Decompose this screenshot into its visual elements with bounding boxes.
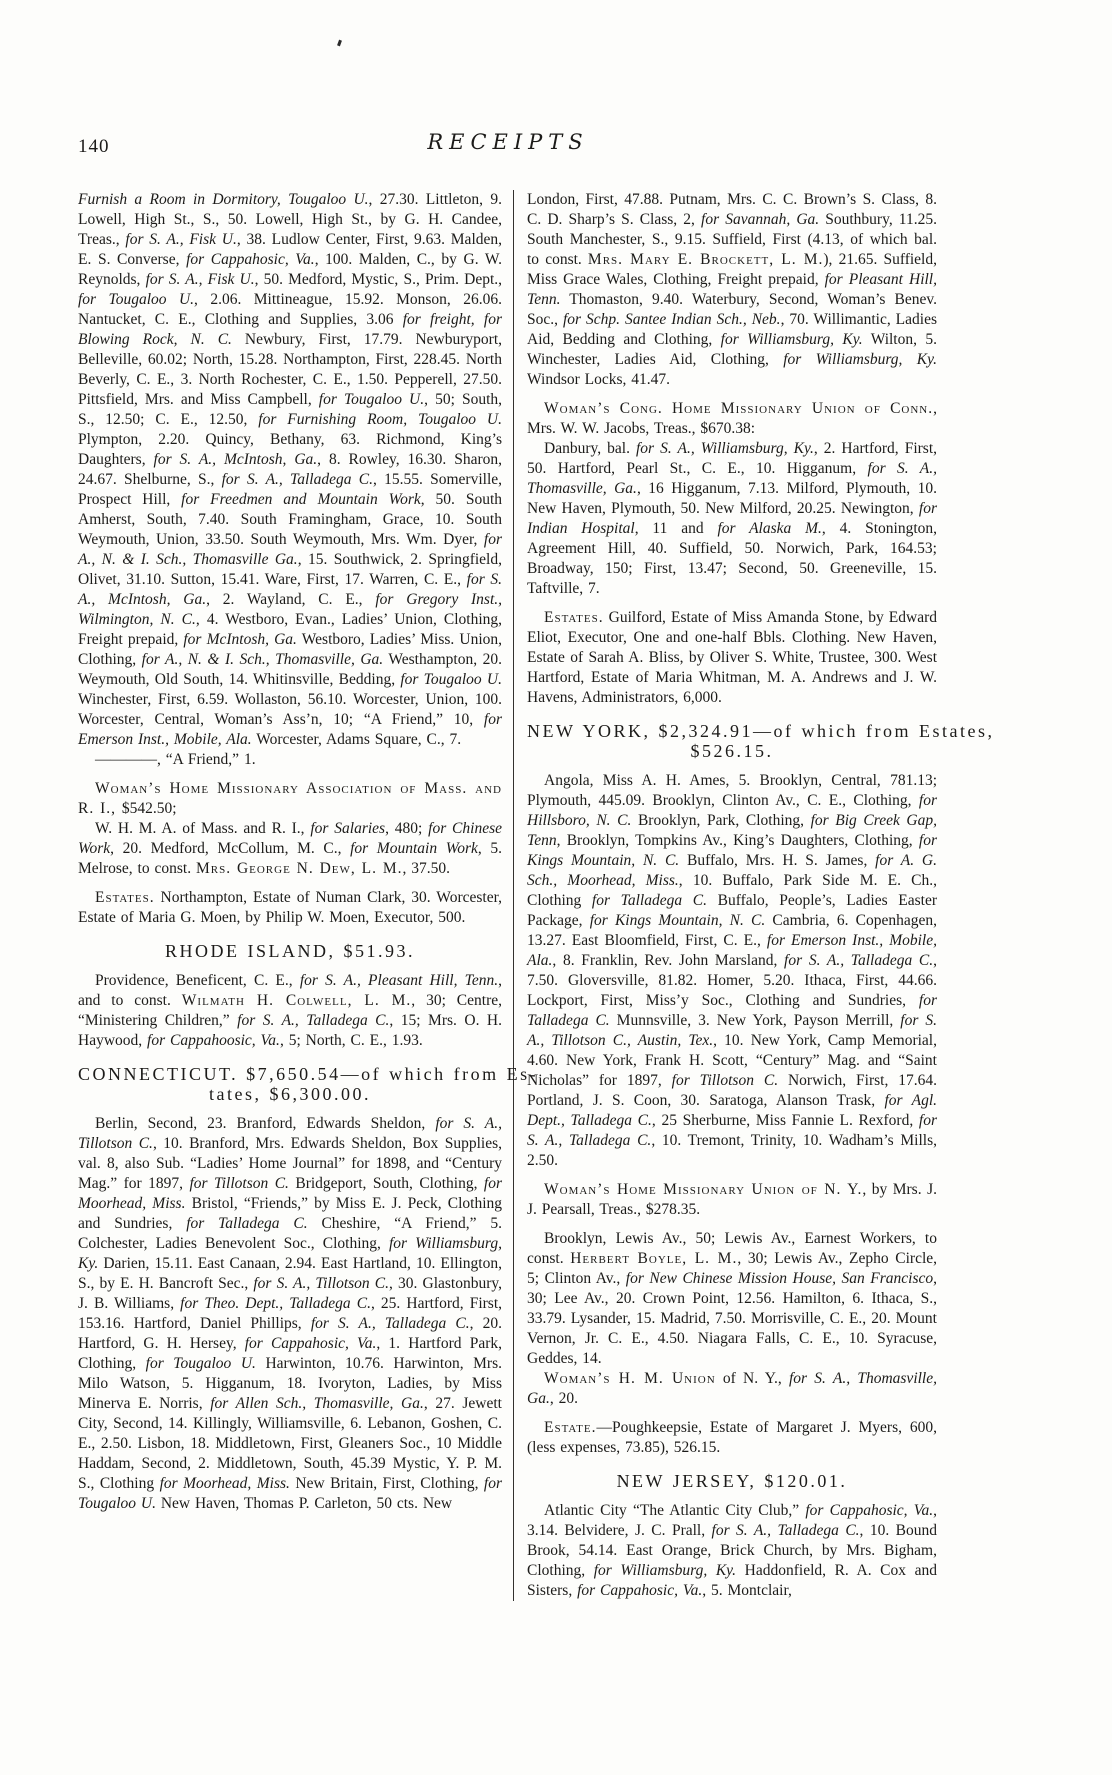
italic-run: for Gregory Inst., Wilmington, N. C. <box>78 591 503 628</box>
column-left <box>78 190 539 1601</box>
column-right <box>514 190 995 1601</box>
italic-run: for Alaska M. <box>717 520 822 537</box>
text-run: , 4. Westboro, Evan., Ladies’ Union, Clothing, Freight prepaid, <box>78 611 503 648</box>
text-run: of N. Y., <box>715 1370 789 1387</box>
italic-run: for Theo. Dept., Talladega C. <box>180 1295 371 1312</box>
italic-run: for Cappahoosic, Va. <box>147 1032 280 1049</box>
italic-run: for Tillotson C. <box>189 1175 289 1192</box>
italic-run: for S. A., McIntosh, Ga. <box>78 571 502 608</box>
italic-run: for Emerson Inst., Mobile, Ala. <box>527 932 937 969</box>
italic-run: for Pleasant Hill, Tenn. <box>527 271 937 308</box>
text-run: , 5; North, C. E., 1.93. <box>279 1032 423 1049</box>
italic-run: for Cappahosic, Va. <box>805 1502 934 1519</box>
paragraph-estates-mass <box>78 888 502 928</box>
heading-line: CONNECTICUT. $7,650.54—of which from Es- <box>78 1064 539 1084</box>
paragraph-massachusetts-continued <box>78 190 502 750</box>
paragraph-connecticut <box>78 1114 502 1514</box>
state-heading-new-jersey <box>527 1471 937 1491</box>
text-run: , 2. Wayland, C. E., <box>206 591 376 608</box>
ink-speck <box>337 40 342 47</box>
smallcaps-run: Estates. <box>544 609 604 626</box>
italic-run: for S. A., Thomasville, Ga. <box>527 1370 937 1407</box>
paragraph-whma <box>78 819 502 879</box>
italic-run: for Williamsburg, Ky. <box>720 331 863 348</box>
italic-run: for S. A., Talladega C. <box>527 1112 937 1149</box>
smallcaps-run: Mrs. Mary E. Brockett, L. M. <box>587 251 824 268</box>
smallcaps-run: Woman’s H. M. Union <box>544 1370 716 1387</box>
text-run: , 27.30. Littleton, 9. Lowell, High St., S., 50. Lowell, High St., by G. H. Candee, Treas., <box>78 191 502 248</box>
heading-line: $526.15. <box>690 741 774 761</box>
italic-run: for A. G. Sch., Moorhead, Miss. <box>527 852 937 889</box>
italic-run: for S. A., Talladega C. <box>784 952 934 969</box>
italic-run: for A., N. & I. Sch., Thomasville Ga. <box>78 531 502 568</box>
text-run: , 4. Stonington, Agreement Hill, 40. Suffield, 50. Norwich, Park, 164.53; Broadway, 150; First, 13.47; Second, 50. Greeneville, 15. Taftville, 7. <box>527 520 938 597</box>
paragraph-a-friend <box>78 750 502 770</box>
text-run: , 20. Hartford, G. H. Hersey, <box>78 1315 502 1352</box>
text-run: , 27. Jewett City, Second, 14. Killingly, Williamsville, 6. Lebanon, Goshen, C. E., 2.50. Lisbon, 18. Middletown, First, Gleaners Soc., 10 Middle Haddam, Second, 2. Middletown, South, 45.39 Mystic, Y. P. M. S., Clothing <box>78 1395 502 1492</box>
italic-run: for A., N. & I. Sch., Thomasville, Ga. <box>141 651 384 668</box>
italic-run: for Emerson Inst., Mobile, Ala. <box>78 711 502 748</box>
text-run: , by Mrs. J. J. Pearsall, Treas., $278.35. <box>527 1181 937 1218</box>
text-run: Bristol, “Friends,” by Miss E. J. Peck, Clothing and Sundries, <box>78 1195 503 1232</box>
text-run: , 8. Franklin, Rev. John Marsland, <box>552 952 785 969</box>
paragraph-new-jersey <box>527 1501 937 1601</box>
italic-run: for Cappahosic, Va. <box>186 251 315 268</box>
italic-run: for S. A., McIntosh, Ga. <box>153 451 318 468</box>
page-number: 140 <box>78 136 110 157</box>
text-run: Wilton, 5. Winchester, Ladies Aid, Clothing, <box>527 331 937 368</box>
heading-line: tates, $6,300.00. <box>209 1084 371 1104</box>
paragraph-estate-ny <box>527 1418 937 1458</box>
italic-run: for Talladega C. <box>591 892 707 909</box>
text-run: Berlin, Second, 23. Branford, Edwards Sheldon, <box>95 1115 436 1132</box>
text-run: , 8. Rowley, 16.30. Sharon, 24.67. Shelburne, S., <box>78 451 502 488</box>
text-run: Cheshire, “A Friend,” 5. Colchester, Ladies Benevolent Soc., Clothing, <box>78 1215 502 1252</box>
italic-run: for S. A., Fisk U. <box>145 271 255 288</box>
text-run: , 10. Bound Brook, 54.14. East Orange, Brick Church, by Mrs. Bigham, Clothing, <box>527 1522 937 1579</box>
text-run: , 50; South, S., 12.50; C. E., 12.50, <box>78 391 503 428</box>
italic-run: for Chinese Work <box>78 820 502 857</box>
italic-run: for Tillotson C. <box>671 1072 779 1089</box>
text-run: ), 21.65. Suffield, Miss Grace Wales, Clothing, Freight prepaid, <box>527 251 937 288</box>
italic-run: for Big Creek Gap, Tenn <box>527 812 937 849</box>
text-run: Buffalo, People’s, Ladies Easter Package, <box>527 892 937 929</box>
text-run: , 5. Melrose, to const. <box>78 840 503 877</box>
italic-run: for S. A., Williamsburg, Ky. <box>635 440 814 457</box>
text-run: New Britain, First, Clothing, <box>289 1475 484 1492</box>
text-run: Darien, 15.11. East Canaan, 2.94. East Hartland, 10. Ellington, S., by E. H. Bancroft Sec., <box>78 1255 502 1292</box>
italic-run: for S. A., Tillotson C. <box>253 1275 390 1292</box>
italic-run: for Salaries <box>310 820 386 837</box>
text-run: Westboro, Ladies’ Miss. Union, Clothing, <box>78 631 502 668</box>
text-run: Munnsville, 3. New York, Payson Merrill, <box>609 1012 901 1029</box>
text-run: Harwinton, 10.76. Harwinton, Mrs. Milo Watson, 5. Higganum, 18. Ivoryton, Ladies, by Miss Minerva E. Norris, <box>78 1355 502 1412</box>
text-run: Brooklyn, Park, Clothing, <box>631 812 811 829</box>
italic-run: for Agl. Dept., Talladega C. <box>527 1092 937 1129</box>
paragraph-new-york <box>527 771 937 1171</box>
italic-run: for Hillsboro, N. C. <box>527 792 937 829</box>
italic-run: for S. A., Talladega C. <box>237 1012 390 1029</box>
text-run: Buffalo, Mrs. H. S. James, <box>679 852 876 869</box>
italic-run: for Kings Mountain, N. C. <box>589 912 766 929</box>
italic-run: for Cappahosic, Va. <box>577 1582 703 1599</box>
paragraph-rhode-island <box>78 971 502 1051</box>
italic-run: for Furnishing Room, Tougaloo U. <box>258 411 503 428</box>
italic-run: for Tougaloo U. <box>78 1475 502 1512</box>
italic-run: for S. A., Tillotson C. <box>78 1115 502 1152</box>
paragraph-ny-union-sa <box>527 1369 937 1409</box>
text-run: Winchester, First, 6.59. Wollaston, 56.10. Worcester, Union, 100. Worcester, Central, Woman’s Ass’n, 10; “A Friend,” 10, <box>78 691 502 728</box>
text-run: , 30; Lee Av., 20. Crown Point, 12.56. Hamilton, 6. Ithaca, S., 33.79. Lysander, 15. Madrid, 7.50. Morrisville, C. E., 20. Mount Vernon, Jr. C. E., 4.50. Niagara Falls, C. E., 10. Syracuse, Geddes, 14. <box>527 1270 938 1367</box>
smallcaps-run: Estates. <box>95 889 155 906</box>
text-run: , 10. New York, Camp Memorial, 4.60. New York, Frank H. Scott, “Century” Mag. and “Saint Nicholas” for 1897, <box>527 1032 937 1089</box>
text-run: , 25 Sherburne, Miss Fannie L. Rexford, <box>651 1112 919 1129</box>
smallcaps-run: Woman’s Cong. Home Missionary Union of Conn. <box>544 400 934 417</box>
smallcaps-run: Herbert Boyle, L. M. <box>570 1250 738 1267</box>
text-run: Bridgeport, South, Clothing, <box>288 1175 484 1192</box>
italic-run: for Kings Mountain, N. C. <box>527 832 937 869</box>
text-run: , 1. Hartford Park, Clothing, <box>78 1335 502 1372</box>
italic-run: for Moorhead, Miss. <box>78 1175 502 1212</box>
text-run: , 10. Branford, Mrs. Edwards Sheldon, Box Supplies, val. 8, also Sub. “Ladies’ Home Journal” for 1898, and “Century Mag.” for 1897, <box>78 1135 502 1192</box>
text-run: , 5. Montclair, <box>702 1582 792 1599</box>
text-run: , 100. Malden, C., by G. W. Reynolds, <box>78 251 502 288</box>
paragraph-conn-union <box>527 439 937 599</box>
text-run: , 20. Medford, McCollum, M. C., <box>110 840 351 857</box>
section-heading-whma <box>78 779 502 819</box>
text-run: Cambria, 6. Copenhagen, 13.27. East Bloomfield, First, C. E., <box>527 912 938 949</box>
italic-run: for Williamsburg, Ky. <box>78 1235 502 1272</box>
italic-run: for Savannah, Ga. <box>701 211 820 228</box>
text-run: , 38. Ludlow Center, First, 9.63. Malden, E. S. Converse, <box>78 231 502 268</box>
text-run: , 50. South Amherst, South, 7.40. South Framingham, Grace, 10. South Weymouth, Union, 33.50. South Weymouth, Mrs. Wm. Dyer, <box>78 491 502 548</box>
text-run: , 37.50. <box>402 860 451 877</box>
text-run: , 30; Centre, “Ministering Children,” <box>78 992 502 1029</box>
italic-run: for Williamsburg, Ky. <box>593 1562 737 1579</box>
text-run: Angola, Miss A. H. Ames, 5. Brooklyn, Central, 781.13; Plymouth, 445.09. Brooklyn, Clinton Av., C. E., Clothing, <box>527 772 937 809</box>
italic-run: for Tougaloo U. <box>400 671 502 688</box>
text-run: —Poughkeepsie, Estate of Margaret J. Myers, 600, (less expenses, 73.85), 526.15. <box>527 1419 937 1456</box>
heading-line: NEW JERSEY, $120.01. <box>616 1471 848 1491</box>
italic-run: for Tougaloo U. <box>318 391 425 408</box>
text-run: Southbury, 11.25. South Manchester, S., 9.15. Suffield, First (4.13, of which bal. to const. <box>527 211 937 268</box>
italic-run: for Schp. Santee Indian Sch., Neb. <box>562 311 781 328</box>
text-run: , 10. Tremont, Trinity, 10. Wadham’s Mills, 2.50. <box>527 1132 937 1169</box>
text-run: , 50. Medford, Mystic, S., Prim. Dept., <box>254 271 503 288</box>
text-run: Guilford, Estate of Miss Amanda Stone, by Edward Eliot, Executor, One and one-half Bbls. Clothing. New Haven, Estate of Sarah A. Bliss, by Oliver S. White, Trustee, 300. West Hartford, Estate of Maria Whitman, M. A. Andrews and J. W. Havens, Administrators, 6,000. <box>527 609 937 706</box>
italic-run: for S. A., Talladega C. <box>310 1315 470 1332</box>
italic-run: for New Chinese Mission House, San Francisco <box>625 1270 934 1287</box>
italic-run: for Williamsburg, Ky. <box>783 351 937 368</box>
italic-run: for S. A., Pleasant Hill, Tenn. <box>299 972 499 989</box>
italic-run: for Moorhead, Miss. <box>159 1475 290 1492</box>
text-run: , 15; Mrs. O. H. Haywood, <box>78 1012 502 1049</box>
smallcaps-run: Wilmath H. Colwell, L. M. <box>181 992 412 1009</box>
italic-run: for Talladega C. <box>527 992 937 1029</box>
text-run: , 15. Southwick, 2. Springfield, Olivet, 31.10. Sutton, 15.41. Ware, First, 17. Warren, C. E., <box>78 551 502 588</box>
text-run: , 10. Buffalo, Park Side M. E. Ch., Clothing <box>527 872 937 909</box>
heading-line: RHODE ISLAND, $51.93. <box>165 941 415 961</box>
two-column-text <box>78 190 995 1601</box>
text-run: , 30. Glastonbury, J. B. Williams, <box>78 1275 503 1312</box>
smallcaps-run: Mrs. George N. Dew, L. M. <box>195 860 403 877</box>
text-run: , 25. Hartford, First, 153.16. Hartford, Daniel Phillips, <box>78 1295 502 1332</box>
italic-run: for Talladega C. <box>186 1215 308 1232</box>
text-run: Thomaston, 9.40. Waterbury, Second, Woman’s Benev. Soc., <box>527 291 937 328</box>
state-heading-connecticut <box>78 1064 539 1104</box>
italic-run: for Tougaloo U. <box>78 291 195 308</box>
text-run: $542.50; <box>121 800 177 817</box>
text-run: Danbury, bal. <box>544 440 636 457</box>
text-run: ————, “A Friend,” 1. <box>95 751 256 768</box>
text-run: W. H. M. A. of Mass. and R. I., <box>95 820 311 837</box>
text-run: , 16 Higganum, 7.13. Milford, Plymouth, 10. New Haven, Plymouth, 50. New Milford, 20.25. Newington, <box>527 480 938 517</box>
text-run: , 11 and <box>634 520 718 537</box>
italic-run: for S. A., Tillotson C., Austin, Tex. <box>527 1012 938 1049</box>
text-run: Atlantic City “The Atlantic City Club,” <box>544 1502 806 1519</box>
text-run: , 480; <box>385 820 429 837</box>
text-run: Worcester, Adams Square, C., 7. <box>251 731 462 748</box>
italic-run: for S. A., Talladega C. <box>711 1522 860 1539</box>
text-run: London, First, 47.88. Putnam, Mrs. C. C. Brown’s S. Class, 8. C. D. Sharp’s S. Class, 2, <box>527 191 937 228</box>
italic-run: for Freedmen and Mountain Work <box>181 491 421 508</box>
text-run: , 3.14. Belvidere, J. C. Prall, <box>527 1502 937 1539</box>
state-heading-rhode-island <box>78 941 502 961</box>
smallcaps-run: Woman’s Home Missionary Union of N. Y. <box>544 1181 863 1198</box>
italic-run: Furnish a Room in Dormitory, Tougaloo U. <box>78 191 369 208</box>
italic-run: for Cappahosic, Va. <box>244 1335 377 1352</box>
text-run: Norwich, First, 17.64. Portland, J. S. Coon, 30. Saratoga, Alanson Trask, <box>527 1072 937 1109</box>
italic-run: for McIntosh, Ga. <box>183 631 297 648</box>
state-heading-new-york <box>527 721 995 761</box>
italic-run: for Mountain Work <box>350 840 478 857</box>
text-run: , Mrs. W. W. Jacobs, Treas., $670.38: <box>527 400 937 437</box>
italic-run: for S. A., Talladega C. <box>221 471 373 488</box>
smallcaps-run: Woman’s Home Missionary Association of Mass. and R. I., <box>78 780 502 817</box>
paragraph-estates-conn <box>527 608 937 708</box>
text-run: Plympton, 2.20. Quincy, Bethany, 63. Richmond, King’s Daughters, <box>78 431 502 468</box>
text-run: , 7.50. Gloversville, 81.82. Homer, 5.20. Ithaca, First, 44.66. Lockport, First, Miss’y Soc., Clothing and Sundries, <box>527 952 937 1009</box>
italic-run: for freight, for Blowing Rock, N. C. <box>78 311 502 348</box>
text-run: , 2. Hartford, First, 50. Hartford, Pearl St., C. E., 10. Higganum, <box>527 440 937 477</box>
text-run: , 15.55. Somerville, Prospect Hill, <box>78 471 502 508</box>
smallcaps-run: Estate. <box>544 1419 597 1436</box>
italic-run: for Allen Sch., Thomasville, Ga. <box>210 1395 424 1412</box>
italic-run: for Indian Hospital <box>527 500 937 537</box>
paragraph-connecticut-continued <box>527 190 937 390</box>
text-run: Westhampton, 20. Weymouth, Old South, 14. Whitinsville, Bedding, <box>78 651 502 688</box>
text-run: Windsor Locks, 41.47. <box>527 371 671 388</box>
italic-run: for S. A., Thomasville, Ga. <box>527 460 937 497</box>
section-heading-conn-union <box>527 399 937 439</box>
text-run: , and to const. <box>78 972 502 1009</box>
italic-run: for Tougaloo U. <box>145 1355 256 1372</box>
text-run: , 30; Lewis Av., Zepho Circle, 5; Clinton Av., <box>527 1250 938 1287</box>
text-run: New Haven, Thomas P. Carleton, 50 cts. New <box>155 1495 453 1512</box>
heading-line: NEW YORK, $2,324.91—of which from Estates, <box>527 721 995 741</box>
section-heading-ny-union <box>527 1180 937 1220</box>
text-run: , 20. <box>549 1390 578 1407</box>
paragraph-ny-union <box>527 1229 937 1369</box>
text-run: , 2.06. Mittineague, 15.92. Monson, 26.06. Nantucket, C. E., Clothing and Supplies, 3.06 <box>78 291 502 328</box>
text-run: Newbury, First, 17.79. Newburyport, Belleville, 60.02; North, 15.28. Northampton, First, 228.45. North Beverly, C. E., 3. North Rochester, C. E., 1.50. Pepperell, 27.50. Pittsfield, Mrs. and Miss Campbell, <box>78 331 502 408</box>
text-run: Haddonfield, R. A. Cox and Sisters, <box>527 1562 937 1599</box>
italic-run: for S. A., Fisk U. <box>125 231 237 248</box>
text-run: Providence, Beneficent, C. E., <box>95 972 300 989</box>
text-run: Northampton, Estate of Numan Clark, 30. Worcester, Estate of Maria G. Moen, by Philip W. Moen, Executor, 500. <box>78 889 502 926</box>
page-title: RECEIPTS <box>427 130 589 154</box>
text-run: , Brooklyn, Tompkins Av., King’s Daughters, Clothing, <box>556 832 919 849</box>
text-run: Brooklyn, Lewis Av., 50; Lewis Av., Earnest Workers, to const. <box>527 1230 937 1267</box>
text-run: , 70. Willimantic, Ladies Aid, Bedding and Clothing, <box>527 311 937 348</box>
